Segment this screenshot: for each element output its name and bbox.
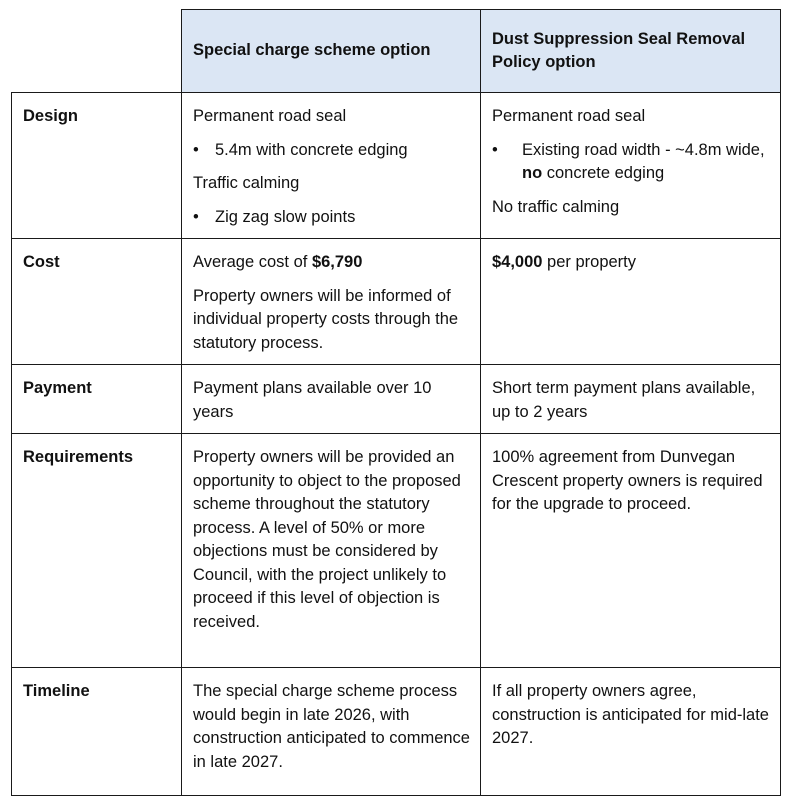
bullet-icon: • — [193, 140, 199, 159]
header-corner — [12, 10, 182, 93]
header-row — [12, 10, 781, 93]
design-c1-line2: Traffic calming — [193, 174, 300, 192]
requirements-special-charge-cell: Property owners will be provided an opportunity to object to the proposed scheme throughout the statutory process. A level of 50% or more objections must be considered by Council, with the project unlikely to proceed if this level of objection is received. — [182, 434, 481, 668]
design-c1-bullet1-text: 5.4m with concrete edging — [215, 140, 408, 159]
table-row-cost — [12, 239, 781, 365]
requirements-dust-suppression-cell: 100% agreement from Dunvegan Crescent property owners is required for the upgrade to proceed. — [481, 434, 781, 668]
payment-special-charge-cell: Payment plans available over 10 years — [182, 365, 481, 434]
cost-dust-suppression-cell — [481, 239, 781, 365]
table-row-timeline — [12, 668, 781, 796]
row-label-timeline: Timeline — [12, 668, 182, 796]
row-label-cost: Cost — [12, 239, 182, 365]
design-special-charge-cell — [182, 93, 481, 239]
timeline-special-charge-cell: The special charge scheme process would begin in late 2026, with construction anticipated to commence in late 2027. — [182, 668, 481, 796]
design-c2-bullet1 — [492, 139, 776, 186]
payment-dust-suppression-cell: Short term payment plans available, up to 2 years — [481, 365, 781, 434]
table-row-requirements — [12, 434, 781, 668]
design-c2-line1: Permanent road seal — [492, 107, 646, 125]
cost-c2-value: $4,000 — [492, 253, 543, 271]
cost-special-charge-cell — [182, 239, 481, 365]
design-c2-line2: No traffic calming — [492, 197, 620, 216]
table-row-payment — [12, 365, 781, 434]
row-label-design: Design — [12, 93, 182, 239]
cost-c1-average-value: $6,790 — [311, 253, 363, 271]
timeline-dust-suppression-cell: If all property owners agree, construction is anticipated for mid-late 2027. — [481, 668, 781, 796]
design-c1-bullet1 — [193, 139, 476, 163]
cost-c2-line1-text: per property — [542, 253, 637, 271]
cost-c1-line1 — [193, 251, 476, 275]
design-c2-bullet1-emphasis: no — [522, 164, 543, 182]
design-dust-suppression-cell — [481, 93, 781, 239]
header-special-charge-scheme: Special charge scheme option — [182, 10, 481, 93]
design-c2-bullet1-text — [522, 139, 776, 186]
cost-c1-line2: Property owners will be informed of individual property costs through the statutory process. — [193, 286, 459, 352]
design-c1-bullet2-text: Zig zag slow points — [215, 207, 356, 226]
comparison-table — [11, 9, 781, 796]
header-dust-suppression-option: Dust Suppression Seal Removal Policy option — [481, 10, 781, 93]
design-c2-bullet1-part3: concrete edging — [542, 164, 665, 182]
bullet-icon: • — [193, 207, 199, 226]
design-c2-bullet1-part1: Existing road width - ~4.8m wide, — [522, 140, 765, 159]
cost-c2-line1 — [492, 251, 776, 275]
bullet-icon: • — [492, 140, 498, 159]
design-c1-bullet2 — [193, 206, 476, 230]
design-c1-line1: Permanent road seal — [193, 107, 347, 125]
table-row-design — [12, 93, 781, 239]
row-label-payment: Payment — [12, 365, 182, 434]
row-label-requirements: Requirements — [12, 434, 182, 668]
cost-c1-line1-text: Average cost of — [193, 253, 312, 271]
